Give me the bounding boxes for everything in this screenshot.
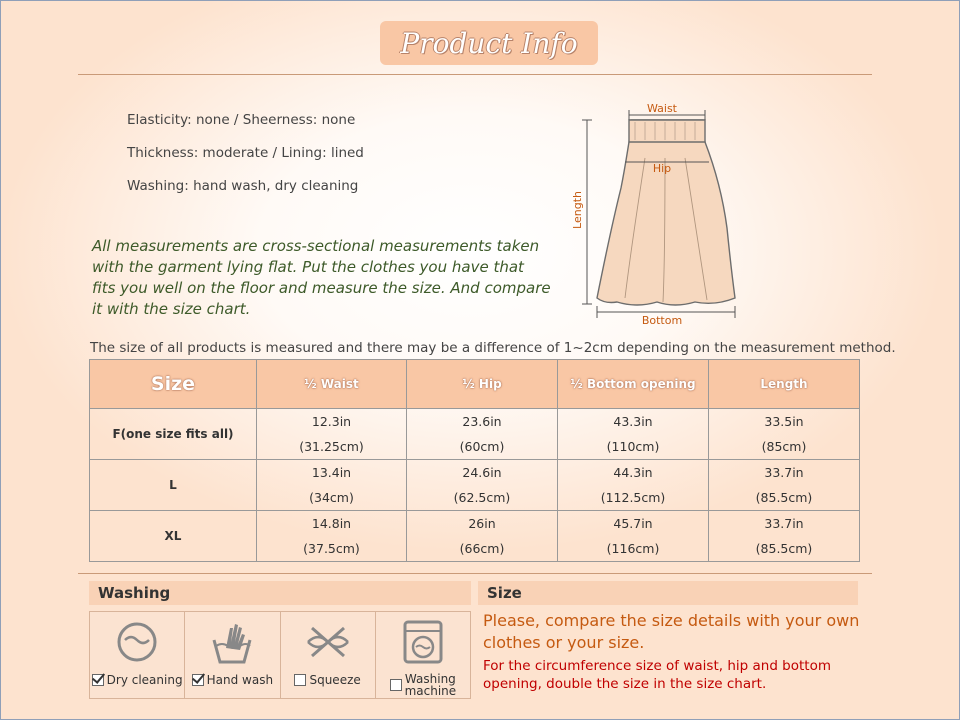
- table-cell: 26in (66cm): [407, 511, 558, 562]
- hand-wash-icon: [208, 618, 256, 666]
- checkbox-squeeze: [294, 674, 306, 686]
- table-cell: 45.7in (116cm): [558, 511, 709, 562]
- skirt-body: [597, 120, 735, 305]
- size-table: [89, 359, 860, 562]
- care-squeeze: [281, 611, 376, 699]
- table-cell: 43.3in (110cm): [558, 409, 709, 460]
- dry-cleaning-icon: [113, 618, 161, 666]
- diagram-label-length: Length: [571, 191, 584, 229]
- diagram-label-waist: Waist: [646, 102, 678, 115]
- checkbox-dry-cleaning: [92, 674, 104, 686]
- page-title: Product Info: [400, 26, 578, 60]
- care-hand-wash: [185, 611, 280, 699]
- care-washing-machine: [376, 611, 471, 699]
- spec-thickness: Thickness: moderate / Lining: lined: [127, 145, 364, 161]
- checkbox-hand-wash: [192, 674, 204, 686]
- table-cell: 24.6in (62.5cm): [407, 460, 558, 511]
- spec-elasticity: Elasticity: none / Sheerness: none: [127, 112, 356, 128]
- header-hip: ½ Hip: [407, 360, 558, 409]
- care-label: Squeeze: [309, 673, 361, 687]
- care-label: Washing machine: [404, 672, 457, 698]
- size-compare-text: Please, compare the size details with your own clothes or your size.: [483, 611, 860, 652]
- size-heading: Size: [478, 581, 858, 605]
- row-size-label: XL: [90, 511, 257, 562]
- no-wring-icon: [304, 618, 352, 666]
- diagram-label-hip: Hip: [652, 162, 672, 175]
- table-cell: 33.7in (85.5cm): [709, 460, 860, 511]
- washing-machine-icon: [399, 618, 447, 666]
- header-waist: ½ Waist: [257, 360, 407, 409]
- table-cell: 13.4in (34cm): [257, 460, 407, 511]
- care-label: Hand wash: [206, 673, 274, 687]
- skirt-diagram: [565, 98, 755, 330]
- size-circumference-text: For the circumference size of waist, hip and bottom opening, double the size in the size chart.: [483, 658, 832, 692]
- table-cell: 12.3in (31.25cm): [257, 409, 407, 460]
- table-row: [90, 460, 860, 511]
- diagram-label-bottom: Bottom: [641, 314, 683, 327]
- title-banner: [380, 21, 598, 65]
- table-cell: 33.5in (85cm): [709, 409, 860, 460]
- size-disclaimer: The size of all products is measured and there may be a difference of 1~2cm depending on the measurement method.: [90, 340, 896, 356]
- skirt-waistband: [629, 120, 705, 142]
- washing-care-grid: [89, 611, 471, 699]
- table-cell: 14.8in (37.5cm): [257, 511, 407, 562]
- table-row: [90, 409, 860, 460]
- size-table-header: [90, 360, 860, 409]
- row-size-label: L: [90, 460, 257, 511]
- table-cell: 33.7in (85.5cm): [709, 511, 860, 562]
- header-bottom-opening: ½ Bottom opening: [558, 360, 709, 409]
- section-divider: [78, 573, 872, 574]
- row-size-label: F(one size fits all): [90, 409, 257, 460]
- table-cell: 23.6in (60cm): [407, 409, 558, 460]
- checkbox-washing-machine: [390, 679, 402, 691]
- header-length: Length: [709, 360, 860, 409]
- title-divider: [78, 74, 872, 75]
- table-row: [90, 511, 860, 562]
- washing-heading: Washing: [89, 581, 471, 605]
- table-cell: 44.3in (112.5cm): [558, 460, 709, 511]
- spec-washing: Washing: hand wash, dry cleaning: [127, 178, 359, 194]
- care-label: Dry cleaning: [106, 673, 183, 687]
- header-size: Size: [90, 360, 257, 409]
- care-dry-cleaning: [89, 611, 185, 699]
- measurement-note: All measurements are cross-sectional measurements taken with the garment lying flat. Put the clothes you have that fits you well on the floor and measure the size. And compare it with the size chart.: [92, 237, 551, 318]
